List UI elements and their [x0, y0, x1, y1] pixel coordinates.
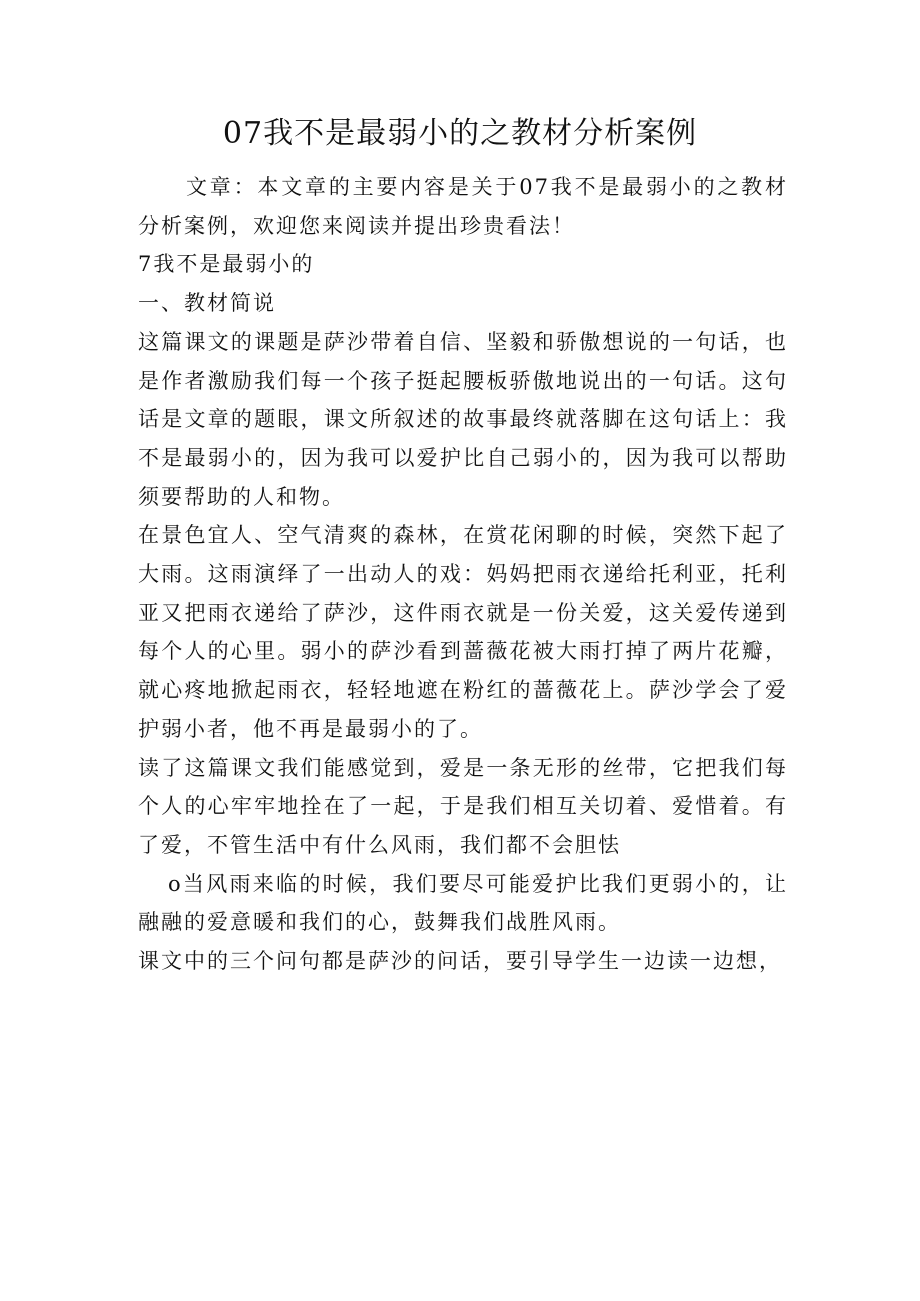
lesson-heading: 7我不是最弱小的	[138, 252, 315, 277]
body-paragraph: 课文中的三个问句都是萨沙的问话，要引导学生一边读一边想，	[138, 949, 782, 974]
intro-paragraph: 文章：本文章的主要内容是关于07我不是最弱小的之教材分析案例，欢迎您来阅读并提出珍贵看法！	[138, 175, 788, 238]
document-body	[138, 168, 788, 981]
document-title: 07我不是最弱小的之教材分析案例	[222, 116, 698, 151]
body-paragraph: 读了这篇课文我们能感觉到，爱是一条无形的丝带，它把我们每个人的心牢牢地拴在了一起，于是我们相互关切着、爱惜着。有了爱，不管生活中有什么风雨，我们都不会胆怯	[138, 755, 788, 857]
body-paragraph: 这篇课文的课题是萨沙带着自信、坚毅和骄傲想说的一句话，也是作者激励我们每一个孩子挺起腰板骄傲地说出的一句话。这句话是文章的题眼，课文所叙述的故事最终就落脚在这句话上：我不是最弱小的，因为我可以爱护比自己弱小的，因为我可以帮助须要帮助的人和物。	[138, 329, 788, 509]
body-paragraph: 在景色宜人、空气清爽的森林，在赏花闲聊的时候，突然下起了大雨。这雨演绎了一出动人的戏：妈妈把雨衣递给托利亚，托利亚又把雨衣递给了萨沙，这件雨衣就是一份关爱，这关爱传递到每个人的心里。弱小的萨沙看到蔷薇花被大雨打掉了两片花瓣，就心疼地掀起雨衣，轻轻地遮在粉红的蔷薇花上。萨沙学会了爱护弱小者，他不再是最弱小的了。	[138, 523, 788, 741]
body-paragraph: o当风雨来临的时候，我们要尽可能爱护比我们更弱小的，让融融的爱意暖和我们的心，鼓舞我们战胜风雨。	[138, 871, 788, 935]
section-heading: 一、教材简说	[138, 291, 276, 316]
